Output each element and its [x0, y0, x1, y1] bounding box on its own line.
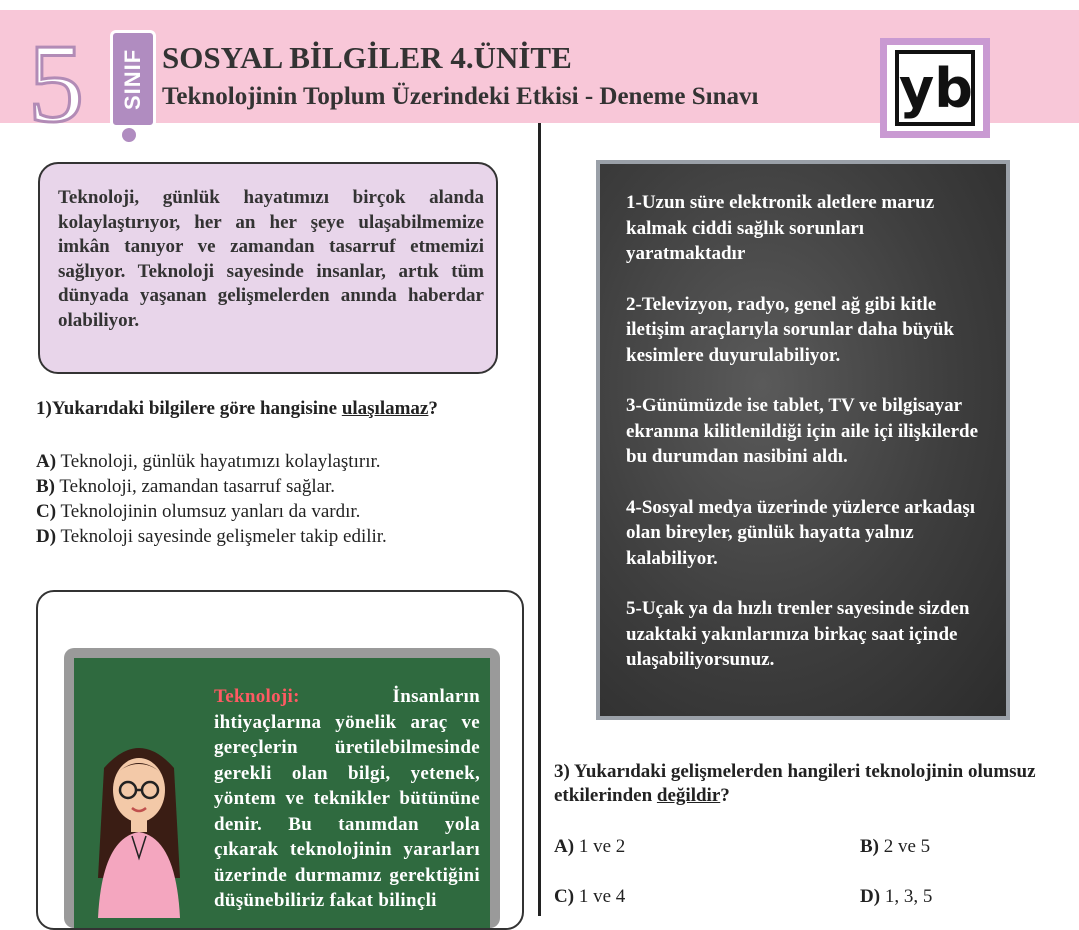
chalkboard-item-5: 5-Uçak ya da hızlı trenler sayesinde sizden uzaktaki yakınlarınıza birkaç saat içinde ulaşabiliyorsunuz. — [626, 598, 970, 670]
question-3-option-b[interactable]: B) 2 ve 5 — [860, 836, 931, 857]
definition-term: Teknoloji: — [214, 686, 300, 707]
question-3-option-d[interactable]: D) 1, 3, 5 — [860, 886, 933, 907]
page-title: SOSYAL BİLGİLER 4.ÜNİTE — [162, 40, 572, 75]
question-1-option-b[interactable]: B) Teknoloji, zamandan tasarruf sağlar. — [36, 476, 336, 497]
page-subtitle: Teknolojinin Toplum Üzerindeki Etkisi - Deneme Sınavı — [162, 83, 759, 110]
column-divider — [538, 123, 541, 916]
logo: yb — [895, 50, 975, 126]
question-3-option-a[interactable]: A) 1 ve 2 — [554, 836, 626, 857]
question-1-options — [36, 449, 387, 549]
grade-badge — [110, 30, 156, 128]
question-1-prefix: 1)Yukarıdaki bilgilere göre hangisine — [36, 398, 342, 419]
question-3-underlined: değildir — [656, 785, 721, 806]
question-1-option-d[interactable]: D) Teknoloji sayesinde gelişmeler takip edilir. — [36, 526, 387, 547]
question-1-option-a[interactable]: A) Teknoloji, günlük hayatımızı kolaylaştırır. — [36, 451, 381, 472]
info-text: Teknoloji, günlük hayatımızı birçok alanda kolaylaştırıyor, her an her şeye ulaşabilmemize imkân tanıyor ve zamandan tasarruf etmemizi sağlıyor. Teknoloji sayesinde insanlar, artık tüm dünyada yaşanan gelişmelerden anında haberdar olabiliyor. — [58, 187, 484, 331]
question-3-option-c[interactable]: C) 1 ve 4 — [554, 886, 626, 907]
question-3-prefix: 3) Yukarıdaki gelişmelerden hangileri teknolojinin olumsuz etkilerinden — [554, 761, 1036, 806]
chalkboard-item-4: 4-Sosyal medya üzerinde yüzlerce arkadaşı olan bireyler, günlük hayatta yalnız kalabiliyor. — [626, 496, 976, 569]
chalkboard-list — [626, 190, 986, 698]
definition-text — [214, 684, 480, 914]
chalkboard-item-1: 1-Uzun süre elektronik aletlere maruz kalmak ciddi sağlık sorunları yaratmaktadır — [626, 192, 935, 264]
question-1 — [36, 398, 438, 420]
grade-word: SINIF — [120, 48, 145, 110]
definition-body: İnsanların ihtiyaçlarına yönelik araç ve gereçlerin üretilebilmesinde gerekli olan bilgi, yetenek, yöntem ve teknikler bütününe denir. Bu tanımdan yola çıkarak teknolojinin yararları üzerinde durmamız gerektiğini düşünebiliriz fakat bilinçli — [214, 686, 480, 911]
chalkboard-item-3: 3-Günümüzde ise tablet, TV ve bilgisayar ekranına kilitlenildiği için aile içi ilişkilerde bu durumdan nasibini aldı. — [626, 395, 979, 467]
question-1-suffix: ? — [428, 398, 438, 419]
question-1-underlined: ulaşılamaz — [341, 398, 429, 419]
teacher-illustration — [84, 728, 194, 918]
question-3-suffix: ? — [720, 785, 730, 806]
grade-number: 5 — [28, 22, 84, 146]
badge-dot — [122, 128, 136, 142]
question-1-option-c[interactable]: C) Teknolojinin olumsuz yanları da vardır. — [36, 501, 361, 522]
chalkboard-item-2: 2-Televizyon, radyo, genel ağ gibi kitle iletişim araçlarıyla sorunlar daha büyük kesimlere duyurulabiliyor. — [626, 293, 954, 366]
question-3 — [554, 760, 1054, 808]
